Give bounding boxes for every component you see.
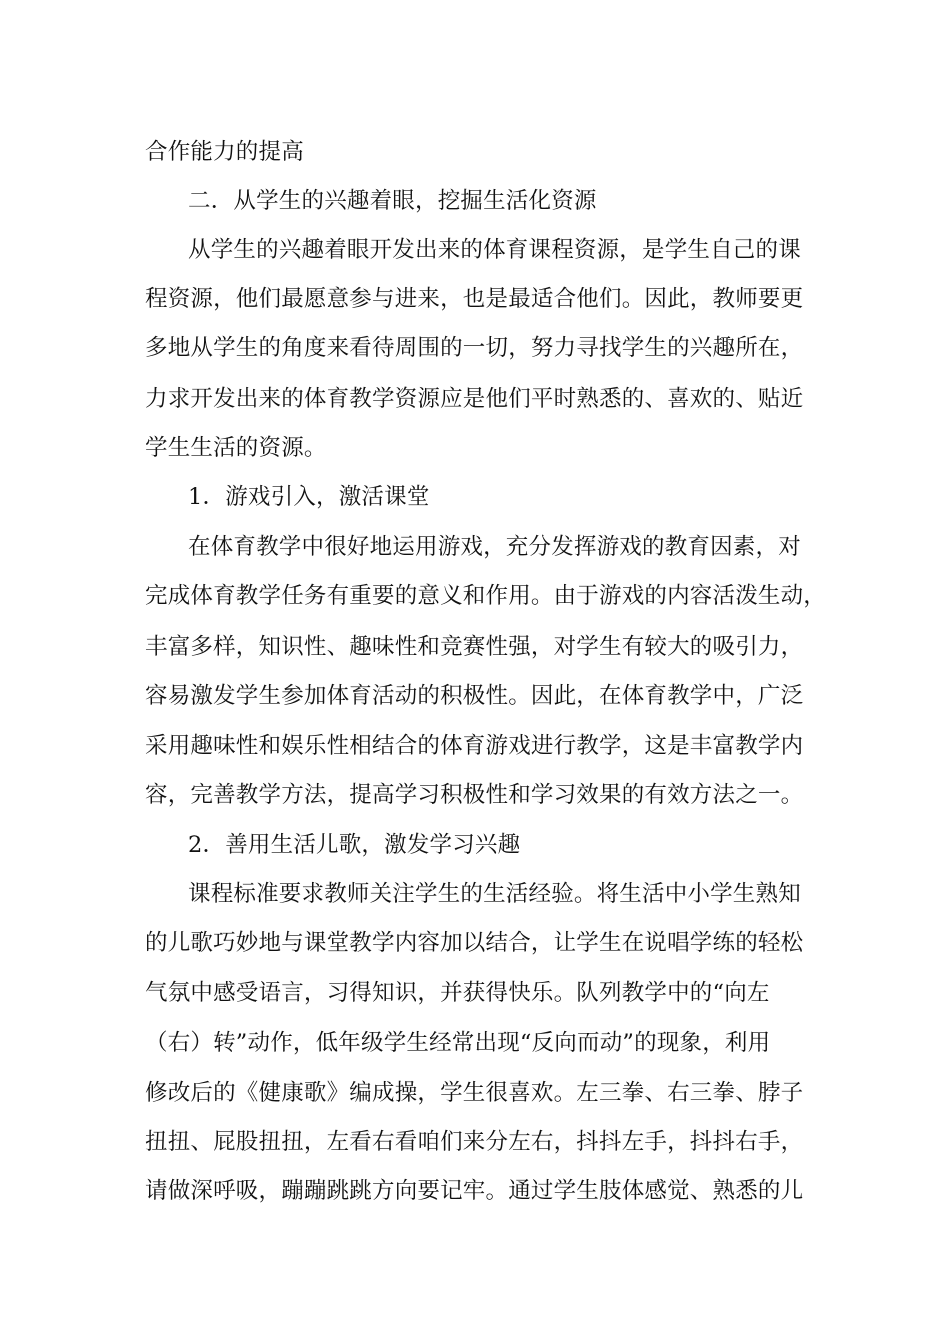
paragraph-line: 请做深呼吸，蹦蹦跳跳方向要记牢。通过学生肢体感觉、熟悉的儿 (145, 1178, 804, 1204)
paragraph-line: 扭扭、屁股扭扭，左看右看咱们来分左右，抖抖左手，抖抖右手， (145, 1129, 804, 1155)
paragraph-line: 程资源，他们最愿意参与进来，也是最适合他们。因此，教师要更 (145, 286, 804, 312)
paragraph-line: 修改后的《健康歌》编成操，学生很喜欢。左三拳、右三拳、脖子 (145, 1080, 804, 1106)
subsection-heading: 2．善用生活儿歌，激发学习兴趣 (188, 832, 521, 858)
paragraph-line: 从学生的兴趣着眼开发出来的体育课程资源，是学生自己的课 (188, 237, 801, 263)
paragraph-line: 学生生活的资源。 (145, 435, 327, 461)
paragraph-continuation-line: 合作能力的提高 (145, 139, 304, 165)
paragraph-line: 容易激发学生参加体育活动的积极性。因此，在体育教学中，广泛 (145, 683, 804, 709)
paragraph-line: 的儿歌巧妙地与课堂教学内容加以结合，让学生在说唱学练的轻松 (145, 930, 804, 956)
paragraph-line: 在体育教学中很好地运用游戏，充分发挥游戏的教育因素，对 (188, 534, 801, 560)
subsection-heading: 1．游戏引入，激活课堂 (188, 484, 430, 510)
section-heading: 二．从学生的兴趣着眼，挖掘生活化资源 (188, 188, 597, 214)
paragraph-line: 课程标准要求教师关注学生的生活经验。将生活中小学生熟知 (188, 881, 801, 907)
paragraph-line: 多地从学生的角度来看待周围的一切，努力寻找学生的兴趣所在， (145, 335, 804, 361)
paragraph-line: 容，完善教学方法，提高学习积极性和学习效果的有效方法之一。 (145, 782, 804, 808)
paragraph-line: 力求开发出来的体育教学资源应是他们平时熟悉的、喜欢的、贴近 (145, 386, 804, 412)
paragraph-line: （右）转”动作，低年级学生经常出现“反向而动”的现象，利用 (145, 1030, 771, 1056)
paragraph-line: 气氛中感受语言，习得知识，并获得快乐。队列教学中的“向左 (145, 980, 770, 1006)
paragraph-line: 完成体育教学任务有重要的意义和作用。由于游戏的内容活泼生动， (145, 583, 827, 609)
paragraph-line: 采用趣味性和娱乐性相结合的体育游戏进行教学，这是丰富教学内 (145, 733, 804, 759)
paragraph-line: 丰富多样，知识性、趣味性和竞赛性强，对学生有较大的吸引力， (145, 634, 804, 660)
